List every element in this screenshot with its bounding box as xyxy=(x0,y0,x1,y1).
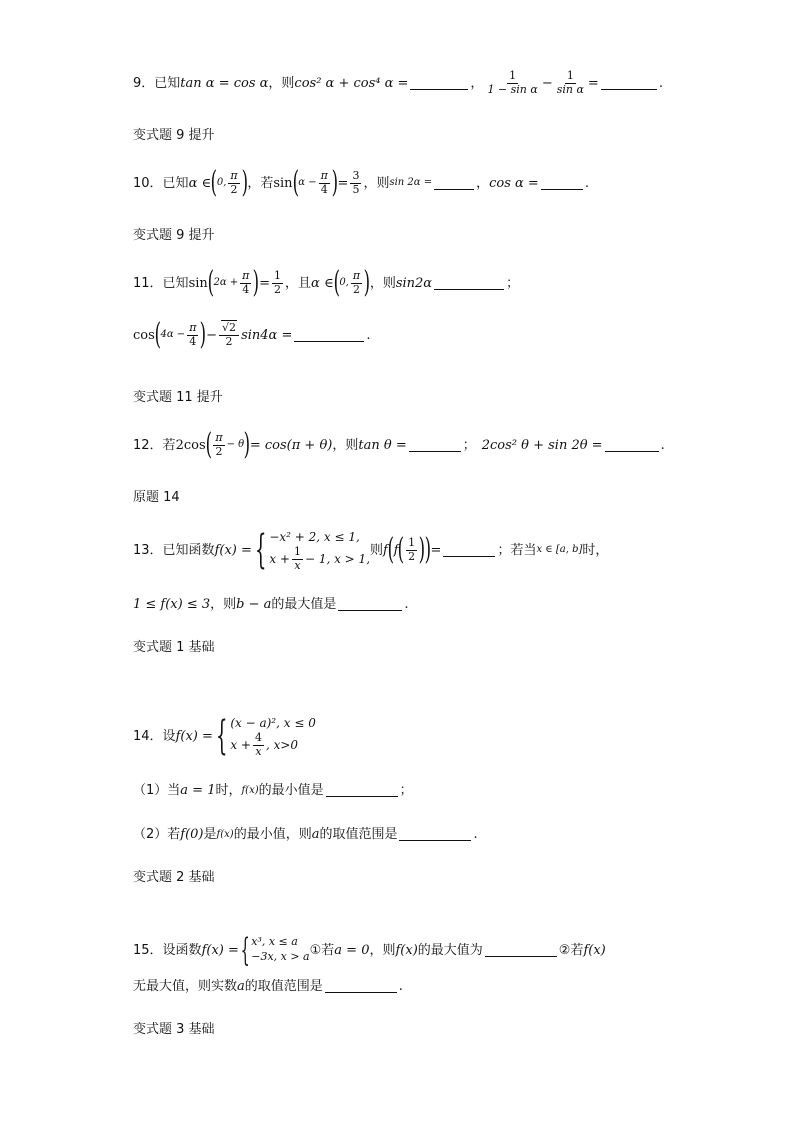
section-label: 变式题 9 提升 xyxy=(133,228,215,243)
answer-blank[interactable] xyxy=(326,796,398,797)
question-12: 12． 若 2cos ( $\frac{\pi}{2}$ − θ ) = cos(π + θ) ，则 tan θ = ； 2cos² θ + sin 2θ = . xyxy=(133,427,665,462)
question-9: 9． 已知 tan α = cos α ，则 cos² α + cos⁴ α = ， $\frac{1}{\text{1 − sin α}}$ − $\frac{1}{\text{sin α}}$ = . xyxy=(133,69,663,96)
answer-blank[interactable] xyxy=(338,610,402,611)
question-11: 11． 已知 sin ( 2α + $\frac{\pi}{4}$ ) = $\frac{1}{2}$ ，且 α ∈ ( 0, $\frac{\pi}{2}$ ) ，则 sin2α ； xyxy=(133,265,520,300)
section-label: 变式题 1 基础 xyxy=(133,640,215,655)
question-14: 14． 设 f(x) = { (x − a)², x ≤ 0 x + $\frac{4}{x}$ , x>0 xyxy=(133,713,316,760)
answer-blank[interactable] xyxy=(409,451,461,452)
fraction: $\frac{1}{\text{sin α}}$ xyxy=(556,69,584,96)
answer-blank[interactable] xyxy=(410,89,468,90)
answer-blank[interactable] xyxy=(325,992,397,993)
answer-blank[interactable] xyxy=(485,956,557,957)
fraction: $\frac{3}{5}$ xyxy=(352,168,360,196)
piecewise-cases: −x² + 2, x ≤ 1, x + $\frac{1}{x}$ − 1, x > 1, xyxy=(269,530,371,572)
section-label: 变式题 9 提升 xyxy=(133,128,215,143)
answer-blank[interactable] xyxy=(601,89,657,90)
piecewise-cases: x³, x ≤ a −3x, x > a xyxy=(251,935,310,963)
section-label: 变式题 11 提升 xyxy=(133,390,223,405)
answer-blank[interactable] xyxy=(434,289,504,290)
question-10: 10． 已知 α ∈ ( 0, $\frac{\pi}{2}$ ) ，若 sin ( α − $\frac{\pi}{4}$ ) = $\frac{3}{5}$ ，则 sin 2α = ， cos α = . xyxy=(133,165,589,200)
piecewise-cases: (x − a)², x ≤ 0 x + $\frac{4}{x}$ , x>0 xyxy=(230,716,316,758)
question-13: 13． 已知函数 f(x) = { −x² + 2, x ≤ 1, x + $\frac{1}{x}$ − 1, x > 1, 则 f ( f ( $\frac{1}{2}$ ) ) = ；若当 x ∈ [a, b] 时， xyxy=(133,527,609,574)
question-13-line2: 1 ≤ f(x) ≤ 3 ，则 b − a 的最大值是 . xyxy=(133,597,409,612)
answer-blank[interactable] xyxy=(443,556,495,557)
fraction: $\frac{1}{\text{1 − sin α}}$ xyxy=(487,69,538,96)
question-14-sub1: （1）当 a = 1 时， f(x) 的最小值是 ； xyxy=(133,783,413,798)
answer-blank[interactable] xyxy=(541,189,583,190)
section-label: 变式题 3 基础 xyxy=(133,1022,215,1037)
answer-blank[interactable] xyxy=(434,189,474,190)
question-number: 9． xyxy=(133,75,155,91)
question-15-line2: 无最大值，则实数 a 的取值范围是 . xyxy=(133,979,403,994)
question-15: 15． 设函数 f(x) = { x³, x ≤ a −3x, x > a ①若 a = 0 ，则 f(x) 的最大值为 ②若 f(x) xyxy=(133,931,606,969)
question-11-line2: cos ( 4α − $\frac{\pi}{4}$ ) − $\frac{√2}{2}$ sin4α = . xyxy=(133,317,371,352)
answer-blank[interactable] xyxy=(399,840,471,841)
answer-blank[interactable] xyxy=(294,341,364,342)
section-label: 变式题 2 基础 xyxy=(133,870,215,885)
section-label: 原题 14 xyxy=(133,490,180,505)
question-14-sub2: （2）若 f(0) 是 f(x) 的最小值，则 a 的取值范围是 . xyxy=(133,827,478,842)
answer-blank[interactable] xyxy=(605,451,659,452)
